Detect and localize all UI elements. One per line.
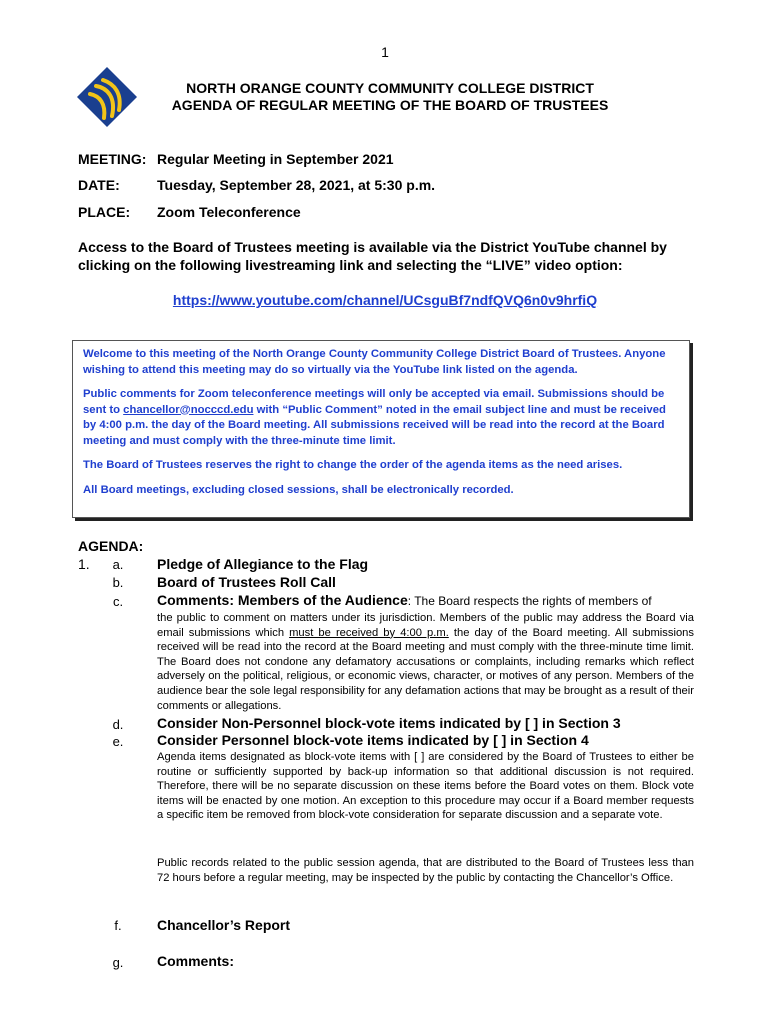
- title-line-2: AGENDA OF REGULAR MEETING OF THE BOARD OF TRUSTEES: [171, 97, 609, 113]
- public-comments-text: [83, 387, 679, 449]
- meeting-value: Regular Meeting in September 2021: [157, 151, 394, 167]
- item-g-title: Comments:: [157, 953, 235, 969]
- date-label: DATE:: [78, 177, 120, 193]
- item-d-title: Consider Non-Personnel block-vote items indicated by [ ] in Section 3: [157, 715, 621, 731]
- item-a-letter: a.: [112, 557, 124, 572]
- item-c-body-part-2: the day of the Board meeting. All submissions received will be read into the record at the Board meeting and must comply with the three-minute time limit. The Board does not condone any defamatory accusations or complaints, including remarks which reflect adversely on the political, religious, or economic views, character, or motives of any person. Members of the audience bear the sole legal responsibility for any defamation actions that may be brought as a result of their comments or allegations.: [157, 626, 694, 712]
- item-b-letter: b.: [112, 575, 124, 590]
- title-line-1: NORTH ORANGE COUNTY COMMUNITY COLLEGE DISTRICT: [186, 80, 594, 96]
- item-f-letter: f.: [114, 918, 122, 933]
- place-value: Zoom Teleconference: [157, 204, 301, 220]
- district-logo-icon: [76, 66, 138, 128]
- agenda-item-number: 1.: [78, 556, 90, 572]
- document-title: [130, 80, 650, 114]
- agenda-heading: AGENDA:: [78, 538, 144, 554]
- item-c-body: [157, 611, 694, 713]
- item-e-public-records: Public records related to the public session agenda, that are distributed to the Board of Trustees less than 72 hours before a regular meeting, may be inspected by the public by contacting the Chancellor’s Office.: [157, 857, 694, 884]
- item-g-letter: g.: [112, 955, 124, 970]
- item-e-letter: e.: [112, 734, 124, 749]
- item-c-letter: c.: [112, 594, 124, 609]
- place-label: PLACE:: [78, 204, 131, 220]
- item-c-body-part-1: the public to comment on matters under its jurisdiction. Members of the public may address the Board via email submissions which: [157, 612, 694, 639]
- public-comments-part-1: Public comments for Zoom teleconference meetings will only be accepted via email. Submissions should be sent to: [83, 388, 665, 416]
- page-number: 1: [381, 44, 389, 60]
- welcome-text: Welcome to this meeting of the North Orange County Community College District Board of Trustees. Anyone wishing to attend this meeting may do so virtually via the YouTube link listed on the agenda.: [83, 348, 666, 376]
- reserve-order-text: The Board of Trustees reserves the right to change the order of the agenda items as the need arises.: [83, 459, 623, 471]
- item-a-title: Pledge of Allegiance to the Flag: [157, 556, 369, 572]
- chancellor-email-link[interactable]: chancellor@nocccd.edu: [123, 403, 254, 416]
- item-c-body-underline: must be received by 4:00 p.m.: [289, 626, 449, 639]
- item-d-letter: d.: [112, 717, 124, 732]
- date-value: Tuesday, September 28, 2021, at 5:30 p.m.: [157, 177, 436, 193]
- item-c-title-text: Comments: Members of the Audience: [157, 592, 408, 608]
- item-c-title: [157, 592, 652, 608]
- item-e-title: Consider Personnel block-vote items indicated by [ ] in Section 4: [157, 732, 589, 748]
- item-e-body: Agenda items designated as block-vote items with [ ] are considered by the Board of Trustees to either be routine or sufficiently supported by back-up information so that additional discussion is not required. Therefore, there will be no separate discussion on these items before the Board votes on them. Block vote items will be enacted by one motion. An exception to this procedure may occur if a Board member requests a specific item be removed from block-vote consideration for separate discussion and a separate vote.: [157, 751, 694, 822]
- item-b-title: Board of Trustees Roll Call: [157, 574, 336, 590]
- item-f-title: Chancellor’s Report: [157, 917, 291, 933]
- meeting-label: MEETING:: [78, 151, 147, 167]
- public-comments-part-2: with “Public Comment” noted in the email subject line and must be received by 4:00 p.m. the day of the Board meeting. All submissions received will be read into the record at the Board meeting and must comply with the three-minute time limit.: [83, 403, 666, 447]
- access-paragraph: Access to the Board of Trustees meeting is available via the District YouTube channel by clicking on the following livestreaming link and selecting the “LIVE” video option:: [78, 239, 667, 273]
- recorded-text: All Board meetings, excluding closed sessions, shall be electronically recorded.: [83, 483, 514, 496]
- item-c-title-suffix: : The Board respects the rights of members of: [407, 594, 652, 608]
- notice-box: [72, 340, 690, 518]
- youtube-link[interactable]: https://www.youtube.com/channel/UCsguBf7ndfQVQ6n0v9hrfiQ: [172, 292, 598, 308]
